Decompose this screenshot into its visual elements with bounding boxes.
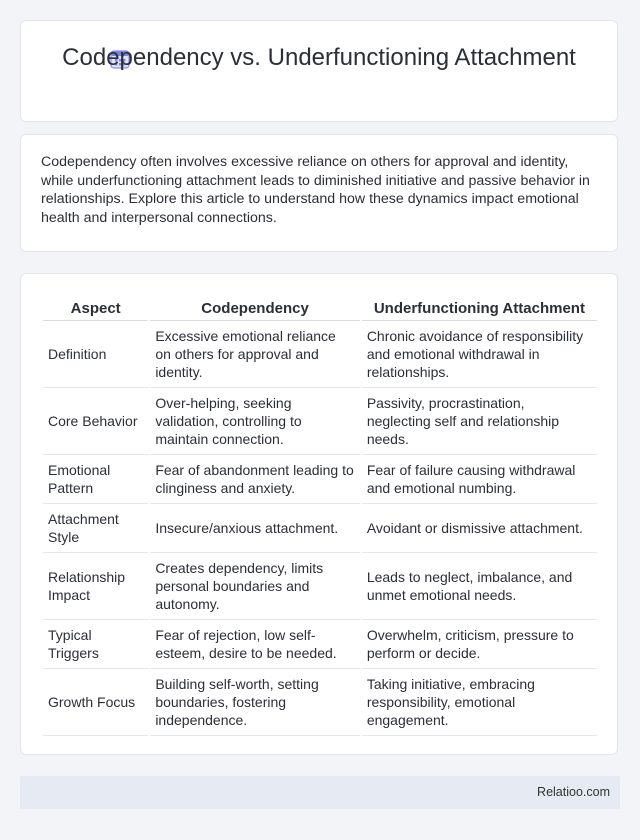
table-row [43, 455, 597, 504]
comparison-table [41, 294, 599, 736]
title-card [20, 20, 618, 122]
header-underfunctioning: Underfunctioning Attachment [362, 294, 597, 321]
row-underfunctioning: Chronic avoidance of responsibility and emotional withdrawal in relationships. [362, 321, 597, 388]
row-codependency: Insecure/anxious attachment. [150, 504, 360, 553]
row-codependency: Fear of rejection, low self-esteem, desire to be needed. [150, 620, 360, 669]
row-underfunctioning: Leads to neglect, imbalance, and unmet emotional needs. [362, 553, 597, 620]
row-codependency: Fear of abandonment leading to clinginess and anxiety. [150, 455, 360, 504]
intro-card [20, 134, 618, 252]
table-row [43, 321, 597, 388]
comparison-card [20, 273, 618, 755]
header-codependency: Codependency [150, 294, 360, 321]
intro-text: Codependency often involves excessive reliance on others for approval and identity, while underfunctioning attachment leads to diminished initiative and passive behavior in relationships. Explore this article to understand how these dynamics impact emotional health and interpersonal connections. [41, 154, 590, 226]
table-header-row [43, 294, 597, 321]
page-title: Codependency vs. Underfunctioning Attachment [62, 44, 576, 71]
row-aspect: Growth Focus [43, 669, 148, 736]
footer-brand[interactable]: Relatioo.com [537, 785, 610, 799]
row-underfunctioning: Fear of failure causing withdrawal and emotional numbing. [362, 455, 597, 504]
footer [20, 776, 620, 809]
table-row [43, 669, 597, 736]
row-underfunctioning: Avoidant or dismissive attachment. [362, 504, 597, 553]
table-row [43, 388, 597, 455]
row-codependency: Creates dependency, limits personal boundaries and autonomy. [150, 553, 360, 620]
table-row [43, 553, 597, 620]
table-row [43, 620, 597, 669]
row-aspect: Attachment Style [43, 504, 148, 553]
row-underfunctioning: Passivity, procrastination, neglecting self and relationship needs. [362, 388, 597, 455]
row-aspect: Relationship Impact [43, 553, 148, 620]
table-row [43, 504, 597, 553]
row-underfunctioning: Overwhelm, criticism, pressure to perform or decide. [362, 620, 597, 669]
row-codependency: Over-helping, seeking validation, controlling to maintain connection. [150, 388, 360, 455]
row-aspect: Core Behavior [43, 388, 148, 455]
row-underfunctioning: Taking initiative, embracing responsibility, emotional engagement. [362, 669, 597, 736]
row-aspect: Definition [43, 321, 148, 388]
row-aspect: Typical Triggers [43, 620, 148, 669]
row-aspect: Emotional Pattern [43, 455, 148, 504]
row-codependency: Building self-worth, setting boundaries, fostering independence. [150, 669, 360, 736]
row-codependency: Excessive emotional reliance on others for approval and identity. [150, 321, 360, 388]
header-aspect: Aspect [43, 294, 148, 321]
